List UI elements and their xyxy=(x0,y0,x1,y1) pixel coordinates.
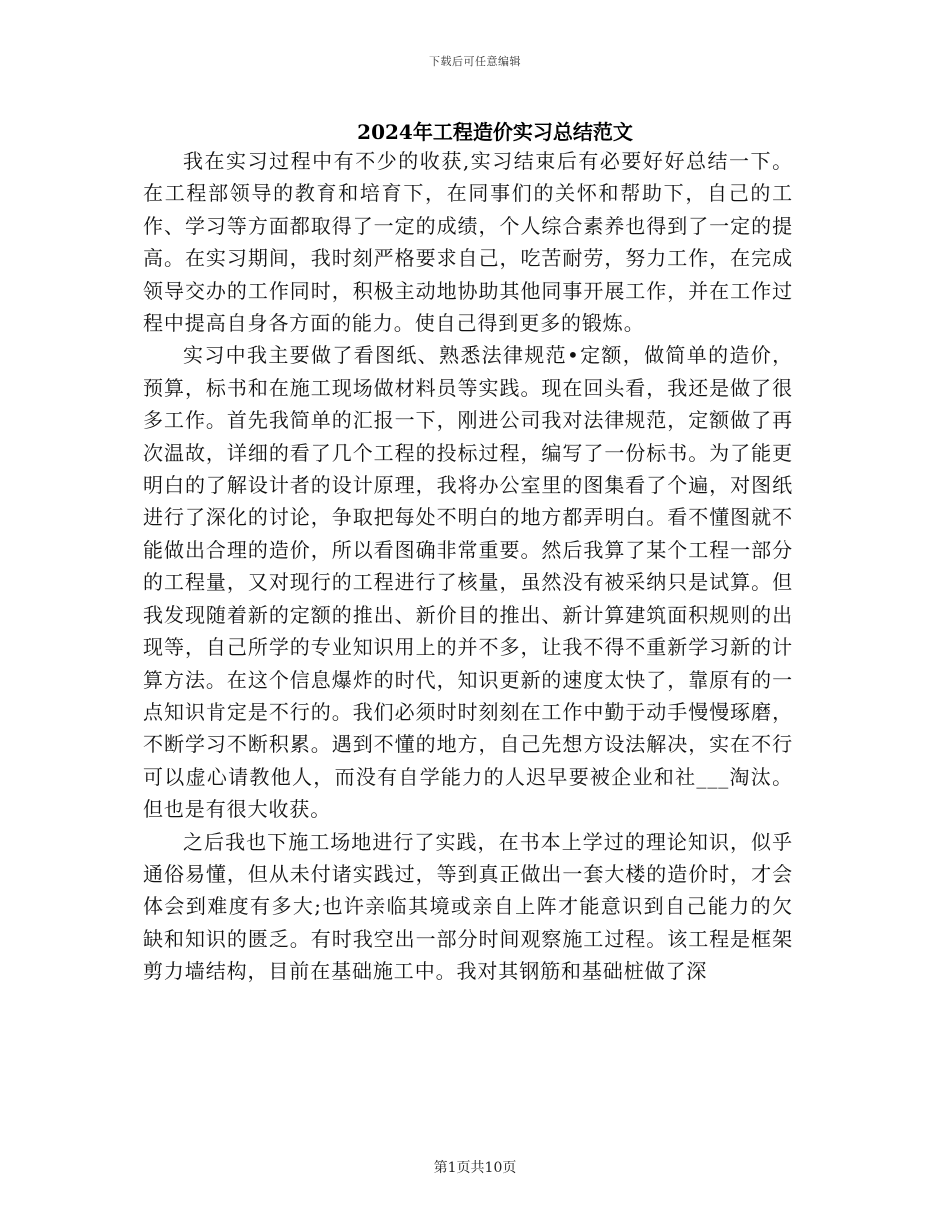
page-number-footer: 第1页共10页 xyxy=(433,1160,517,1176)
body-paragraph-1: 我在实习过程中有不少的收获,实习结束后有必要好好总结一下。在工程部领导的教育和培育下，在同事们的关怀和帮助下，自己的工作、学习等方面都取得了一定的成绩，个人综合素养也得到了一定的提高。在实习期间，我时刻严格要求自己，吃苦耐劳，努力工作，在完成领导交办的工作同时，积极主动地协助其他同事开展工作，并在工作过程中提高自身各方面的能力。使自己得到更多的锻炼。 xyxy=(143,149,793,336)
document-title: 2024年工程造价实习总结范文 xyxy=(357,120,633,144)
page-header-note: 下载后可任意编辑 xyxy=(429,55,521,68)
document-body xyxy=(143,145,793,988)
body-paragraph-3: 之后我也下施工场地进行了实践，在书本上学过的理论知识，似乎通俗易懂，但从未付诸实践过，等到真正做出一套大楼的造价时，才会体会到难度有多大;也许亲临其境或亲自上阵才能意识到自己能力的欠缺和知识的匮乏。有时我空出一部分时间观察施工过程。该工程是框架剪力墙结构，目前在基础施工中。我对其钢筋和基础桩做了深 xyxy=(143,829,793,984)
body-paragraph-2: 实习中我主要做了看图纸、熟悉法律规范•定额，做简单的造价，预算，标书和在施工现场做材料员等实践。现在回头看，我还是做了很多工作。首先我简单的汇报一下，刚进公司我对法律规范，定额做了再次温故，详细的看了几个工程的投标过程，编写了一份标书。为了能更明白的了解设计者的设计原理，我将办公室里的图集看了个遍，对图纸进行了深化的讨论，争取把每处不明白的地方都弄明白。看不懂图就不能做出合理的造价，所以看图确非常重要。然后我算了某个工程一部分的工程量，又对现行的工程进行了核量，虽然没有被采纳只是试算。但我发现随着新的定额的推出、新价目的推出、新计算建筑面积规则的出现等，自己所学的专业知识用上的并不多，让我不得不重新学习新的计算方法。在这个信息爆炸的时代，知识更新的速度太快了，靠原有的一点知识肯定是不行的。我们必须时时刻刻在工作中勤于动手慢慢琢磨，不断学习不断积累。遇到不懂的地方，自己先想方设法解决，实在不行可以虚心请教他人，而没有自学能力的人迟早要被企业和社___淘汰。但也是有很大收获。 xyxy=(143,343,793,822)
